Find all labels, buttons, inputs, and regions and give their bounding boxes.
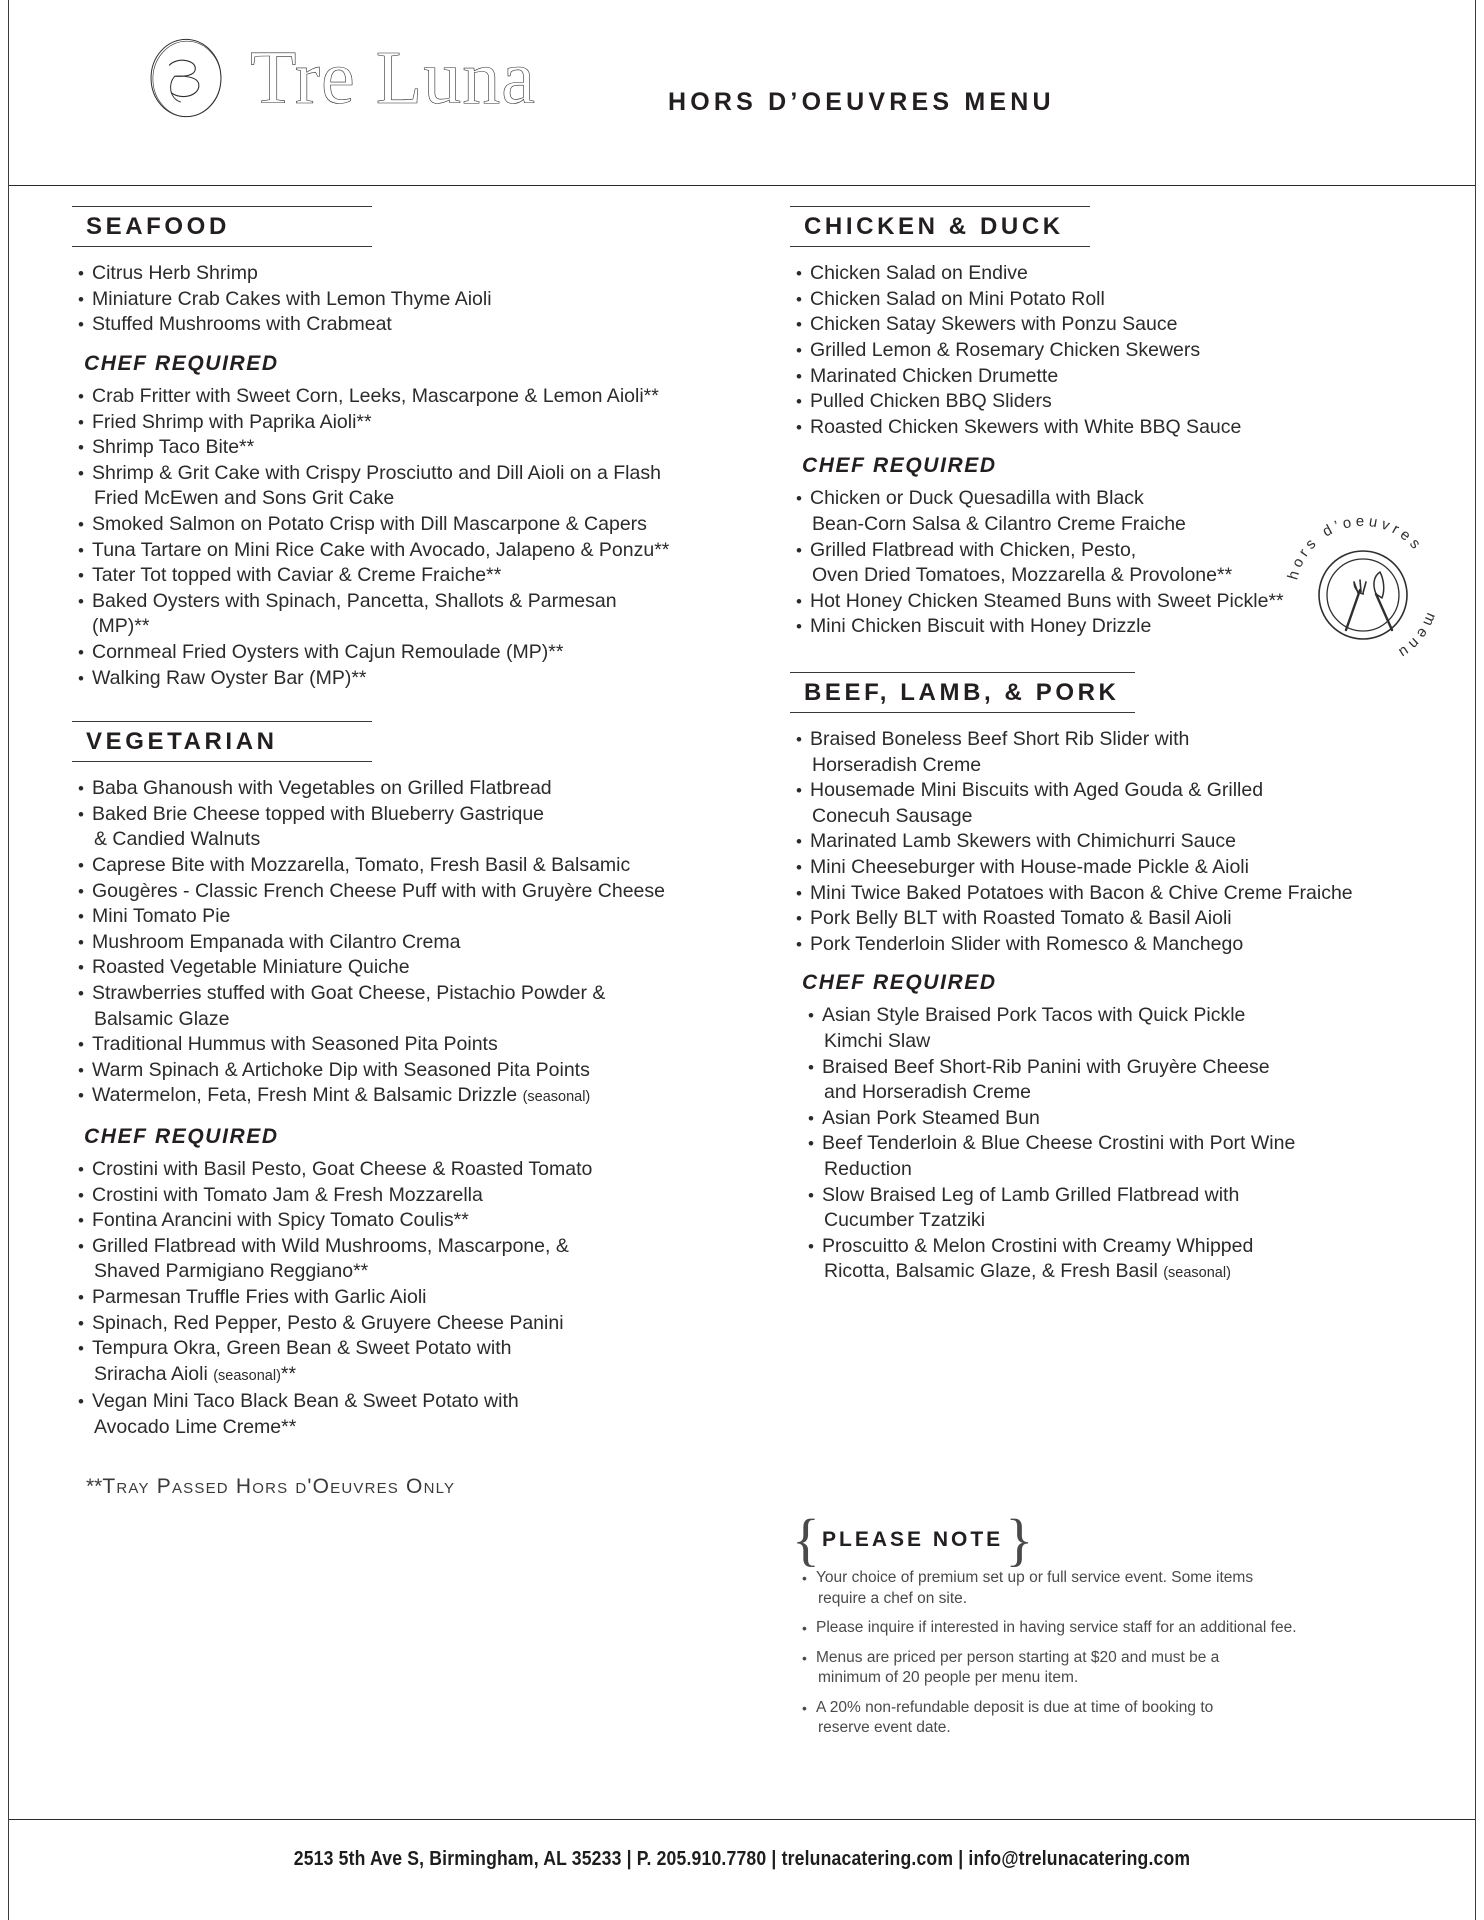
item-text: Crab Fritter with Sweet Corn, Leeks, Mascarpone & Lemon Aioli** — [92, 384, 659, 407]
item-text: Baba Ghanoush with Vegetables on Grilled Flatbread — [92, 777, 552, 800]
left-column — [72, 206, 672, 1499]
list-item — [72, 589, 672, 640]
item-text: Citrus Herb Shrimp — [92, 262, 258, 285]
item-text: Mini Cheeseburger with House-made Pickle & Aioli — [810, 856, 1249, 879]
item-text: Gougères - Classic French Cheese Puff with with Gruyère Cheese — [92, 879, 665, 902]
list-item — [72, 512, 672, 538]
item-text-continued: Kimchi Slaw — [824, 1030, 931, 1053]
item-text: Vegan Mini Taco Black Bean & Sweet Potato with — [92, 1390, 519, 1413]
list-item — [800, 1648, 1350, 1689]
list-item — [72, 930, 672, 956]
section-title: BEEF, LAMB, & PORK — [804, 678, 1120, 706]
section-title: VEGETARIAN — [86, 728, 278, 756]
list-item — [802, 1106, 1410, 1132]
seasonal-tag: (seasonal) — [522, 1089, 591, 1106]
list-item — [72, 461, 672, 512]
item-text: Tater Tot topped with Caviar & Creme Fraiche** — [92, 564, 502, 587]
list-item — [72, 1183, 672, 1209]
list-item — [72, 312, 672, 338]
item-text: Fontina Arancini with Spicy Tomato Coulis** — [92, 1209, 469, 1232]
tre-luna-circle-monogram-icon — [140, 32, 232, 124]
right-column — [790, 206, 1410, 1291]
list-item — [72, 776, 672, 802]
item-text: Braised Boneless Beef Short Rib Slider with — [810, 728, 1190, 751]
page-title: HORS D’OEUVRES MENU — [668, 88, 1055, 116]
section-header-chicken-duck — [790, 206, 1090, 247]
tray-note-text: Tray Passed Hors d'Oeuvres Only — [102, 1474, 456, 1498]
item-text: Mini Twice Baked Potatoes with Bacon & Chive Creme Fraiche — [810, 881, 1353, 904]
list-item — [72, 435, 672, 461]
please-note-title: PLEASE NOTE — [822, 1528, 1004, 1551]
list-item — [72, 287, 672, 313]
page-border-right — [1475, 0, 1476, 1920]
item-text: Beef Tenderloin & Blue Cheese Crostini with Port Wine — [822, 1132, 1296, 1155]
item-text: Tempura Okra, Green Bean & Sweet Potato with — [92, 1337, 512, 1360]
item-text-continued: Balsamic Glaze — [94, 1007, 230, 1030]
list-item — [72, 1058, 672, 1084]
item-text-continued — [822, 1259, 1410, 1287]
list-item — [72, 955, 672, 981]
item-text: Pork Tenderloin Slider with Romesco & Manchego — [810, 932, 1244, 955]
item-text: Baked Oysters with Spinach, Pancetta, Shallots & Parmesan (MP)** — [92, 589, 617, 638]
list-item — [72, 1311, 672, 1337]
item-text: Traditional Hummus with Seasoned Pita Points — [92, 1033, 498, 1056]
section-vegetarian — [72, 721, 672, 1440]
list-item — [72, 1389, 672, 1440]
item-text: Smoked Salmon on Potato Crisp with Dill Mascarpone & Capers — [92, 512, 647, 535]
list-item — [72, 904, 672, 930]
list-item — [800, 1618, 1350, 1639]
item-text: Chicken Salad on Endive — [810, 262, 1028, 285]
list-item — [790, 727, 1410, 778]
item-text: Miniature Crab Cakes with Lemon Thyme Aioli — [92, 287, 492, 310]
list-item — [72, 853, 672, 879]
item-text: Marinated Lamb Skewers with Chimichurri Sauce — [810, 830, 1236, 853]
tray-passed-footnote — [86, 1475, 672, 1499]
item-text-continued: Reduction — [824, 1158, 912, 1180]
chef-required-label: CHEF REQUIRED — [802, 971, 997, 995]
list-item — [790, 312, 1410, 338]
note-text-continued: reserve event date. — [818, 1719, 951, 1736]
item-list — [790, 261, 1410, 440]
item-text-continued: Cucumber Tzatziki — [824, 1209, 986, 1232]
list-item — [72, 802, 672, 853]
brand-lockup — [140, 32, 536, 124]
item-text-continued-main: Ricotta, Balsamic Glaze, & Fresh Basil — [824, 1260, 1164, 1283]
item-text: Housemade Mini Biscuits with Aged Gouda & Grilled — [810, 779, 1264, 802]
item-text-continued: Horseradish Creme — [812, 753, 982, 776]
item-text-continued: & Candied Walnuts — [94, 828, 261, 851]
list-item — [72, 1208, 672, 1234]
list-item — [72, 384, 672, 410]
list-item — [790, 906, 1410, 932]
item-text-continued: Conecuh Sausage — [812, 804, 973, 827]
item-text: Spinach, Red Pepper, Pesto & Gruyere Cheese Panini — [92, 1311, 564, 1334]
item-text: Mini Tomato Pie — [92, 905, 231, 928]
list-item — [802, 1183, 1410, 1234]
list-item — [72, 1032, 672, 1058]
item-text-continued: and Horseradish Creme — [824, 1081, 1032, 1104]
item-text: Chicken Satay Skewers with Ponzu Sauce — [810, 313, 1178, 336]
plate-fork-knife-icon — [1319, 551, 1407, 639]
note-text-continued: minimum of 20 people per menu item. — [818, 1669, 1079, 1686]
note-text-continued: require a chef on site. — [818, 1589, 968, 1607]
item-text: Warm Spinach & Artichoke Dip with Seasoned Pita Points — [92, 1058, 590, 1081]
list-item — [802, 1234, 1410, 1287]
item-text-continued: Shaved Parmigiano Reggiano** — [94, 1260, 369, 1283]
list-item — [72, 410, 672, 436]
item-text-continued: Bean-Corn Salsa & Cilantro Creme Fraiche — [812, 512, 1186, 535]
list-item — [72, 563, 672, 589]
note-text: Menus are priced per person starting at $20 and must be a — [816, 1648, 1220, 1666]
item-text-continued: Fried McEwen and Sons Grit Cake — [94, 487, 395, 510]
list-item — [790, 415, 1410, 441]
chef-required-label: CHEF REQUIRED — [84, 1125, 279, 1148]
item-text-continued-main: Sriracha Aioli — [94, 1362, 214, 1385]
list-item — [790, 881, 1410, 907]
brace-left-icon: { — [792, 1507, 820, 1572]
list-item — [790, 338, 1410, 364]
list-item — [72, 1083, 672, 1111]
section-seafood — [72, 206, 672, 691]
item-text: Strawberries stuffed with Goat Cheese, Pistachio Powder & — [92, 982, 606, 1005]
item-text: Pork Belly BLT with Roasted Tomato & Basil Aioli — [810, 907, 1232, 930]
list-item — [802, 1003, 1410, 1054]
note-text: A 20% non-refundable deposit is due at time of booking to — [816, 1698, 1214, 1716]
page-border-left — [8, 0, 9, 1920]
list-item — [72, 1234, 672, 1285]
item-list — [790, 727, 1410, 957]
list-item — [790, 364, 1410, 390]
list-item — [800, 1568, 1350, 1609]
item-text: Grilled Flatbread with Chicken, Pesto, — [810, 538, 1137, 561]
item-text: Grilled Flatbread with Wild Mushrooms, Mascarpone, & — [92, 1234, 569, 1257]
list-item — [790, 287, 1410, 313]
item-text: Grilled Lemon & Rosemary Chicken Skewers — [810, 338, 1201, 361]
item-text: Roasted Vegetable Miniature Quiche — [92, 956, 410, 979]
header-divider — [9, 185, 1475, 186]
list-item — [790, 829, 1410, 855]
item-text: Crostini with Tomato Jam & Fresh Mozzarella — [92, 1183, 483, 1206]
brand-name: Tre Luna — [250, 36, 536, 120]
item-text: Baked Brie Cheese topped with Blueberry Gastrique — [92, 802, 545, 825]
item-text: Pulled Chicken BBQ Sliders — [810, 390, 1052, 413]
page-header — [0, 0, 1484, 186]
chef-item-list — [72, 1157, 672, 1441]
list-item — [72, 1157, 672, 1183]
list-item — [802, 1131, 1410, 1182]
item-text: Tuna Tartare on Mini Rice Cake with Avocado, Jalapeno & Ponzu** — [92, 538, 670, 561]
list-item — [790, 778, 1410, 829]
please-note-block — [790, 1507, 1350, 1748]
note-text: Please inquire if interested in having service staff for an additional fee. — [816, 1619, 1297, 1636]
svg-text:menu: menu — [1392, 610, 1440, 664]
item-text: Slow Braised Leg of Lamb Grilled Flatbread with — [822, 1183, 1240, 1206]
list-item — [72, 538, 672, 564]
list-item — [72, 981, 672, 1032]
seasonal-tag: (seasonal) — [1163, 1265, 1231, 1282]
item-text: Proscuitto & Melon Crostini with Creamy Whipped — [822, 1234, 1254, 1257]
please-note-list — [800, 1568, 1350, 1739]
item-text: Watermelon, Feta, Fresh Mint & Balsamic Drizzle — [92, 1084, 523, 1107]
list-item — [802, 1055, 1410, 1106]
list-item — [72, 879, 672, 905]
section-header-vegetarian — [72, 721, 372, 762]
tray-note-stars: ** — [86, 1474, 103, 1498]
svg-text:hors d’oeuvres: hors d’oeuvres — [1284, 512, 1427, 582]
item-text: Walking Raw Oyster Bar (MP)** — [92, 666, 367, 689]
chef-required-label: CHEF REQUIRED — [802, 454, 997, 478]
please-note-header — [792, 1507, 1034, 1572]
item-text: Crostini with Basil Pesto, Goat Cheese & Roasted Tomato — [92, 1158, 593, 1180]
list-item — [790, 855, 1410, 881]
item-text: Parmesan Truffle Fries with Garlic Aioli — [92, 1285, 427, 1308]
item-text: Hot Honey Chicken Steamed Buns with Sweet Pickle** — [810, 589, 1284, 612]
item-text-continued: Oven Dried Tomatoes, Mozzarella & Provolone** — [812, 564, 1233, 587]
list-item — [800, 1698, 1350, 1739]
list-item — [790, 261, 1410, 287]
item-text: Shrimp & Grit Cake with Crispy Prosciutto and Dill Aioli on a Flash — [92, 461, 661, 484]
item-text: Marinated Chicken Drumette — [810, 364, 1059, 387]
item-text: Shrimp Taco Bite** — [92, 436, 255, 459]
list-item — [72, 666, 672, 692]
item-text-continued — [92, 1362, 672, 1390]
list-item — [72, 261, 672, 287]
chef-item-list — [72, 384, 672, 691]
item-list — [72, 776, 672, 1111]
list-item — [72, 1285, 672, 1311]
footer-divider — [9, 1819, 1475, 1820]
item-text: Roasted Chicken Skewers with White BBQ Sauce — [810, 415, 1242, 438]
list-item — [790, 932, 1410, 958]
section-title: SEAFOOD — [86, 213, 230, 240]
section-title: CHICKEN & DUCK — [804, 213, 1064, 240]
item-text: Mini Chicken Biscuit with Honey Drizzle — [810, 615, 1152, 638]
list-item — [72, 640, 672, 666]
brace-right-icon: } — [1005, 1507, 1034, 1572]
item-list — [72, 261, 672, 338]
chef-item-list — [802, 1003, 1410, 1287]
section-header-seafood — [72, 206, 372, 247]
list-item — [72, 1336, 672, 1389]
section-header-beef-lamb-pork — [790, 672, 1135, 713]
hors-doeuvres-badge — [1268, 498, 1458, 688]
item-text: Chicken Salad on Mini Potato Roll — [810, 287, 1105, 310]
item-text-continued: Avocado Lime Creme** — [94, 1415, 297, 1438]
item-text: Stuffed Mushrooms with Crabmeat — [92, 313, 392, 336]
seasonal-tag: (seasonal) — [213, 1367, 281, 1384]
item-text: Asian Style Braised Pork Tacos with Quick Pickle — [822, 1004, 1246, 1027]
note-text: Your choice of premium set up or full service event. Some items — [816, 1569, 1254, 1586]
item-text: Cornmeal Fried Oysters with Cajun Remoulade (MP)** — [92, 640, 564, 663]
item-text: Braised Beef Short-Rib Panini with Gruyère Cheese — [822, 1055, 1270, 1078]
item-text-continued-tail: ** — [280, 1362, 297, 1385]
list-item — [790, 389, 1410, 415]
footer-contact-info: 2513 5th Ave S, Birmingham, AL 35233 | P. 205.910.7780 | trelunacatering.com | info@trelunacatering.com — [293, 1848, 1191, 1870]
item-text: Mushroom Empanada with Cilantro Crema — [92, 930, 461, 953]
item-text: Fried Shrimp with Paprika Aioli** — [92, 410, 372, 433]
chef-required-label: CHEF REQUIRED — [84, 351, 279, 375]
item-text: Asian Pork Steamed Bun — [822, 1106, 1040, 1129]
item-text: Caprese Bite with Mozzarella, Tomato, Fresh Basil & Balsamic — [92, 854, 631, 877]
item-text: Chicken or Duck Quesadilla with Black — [810, 487, 1144, 510]
section-beef-lamb-pork — [790, 672, 1410, 1287]
